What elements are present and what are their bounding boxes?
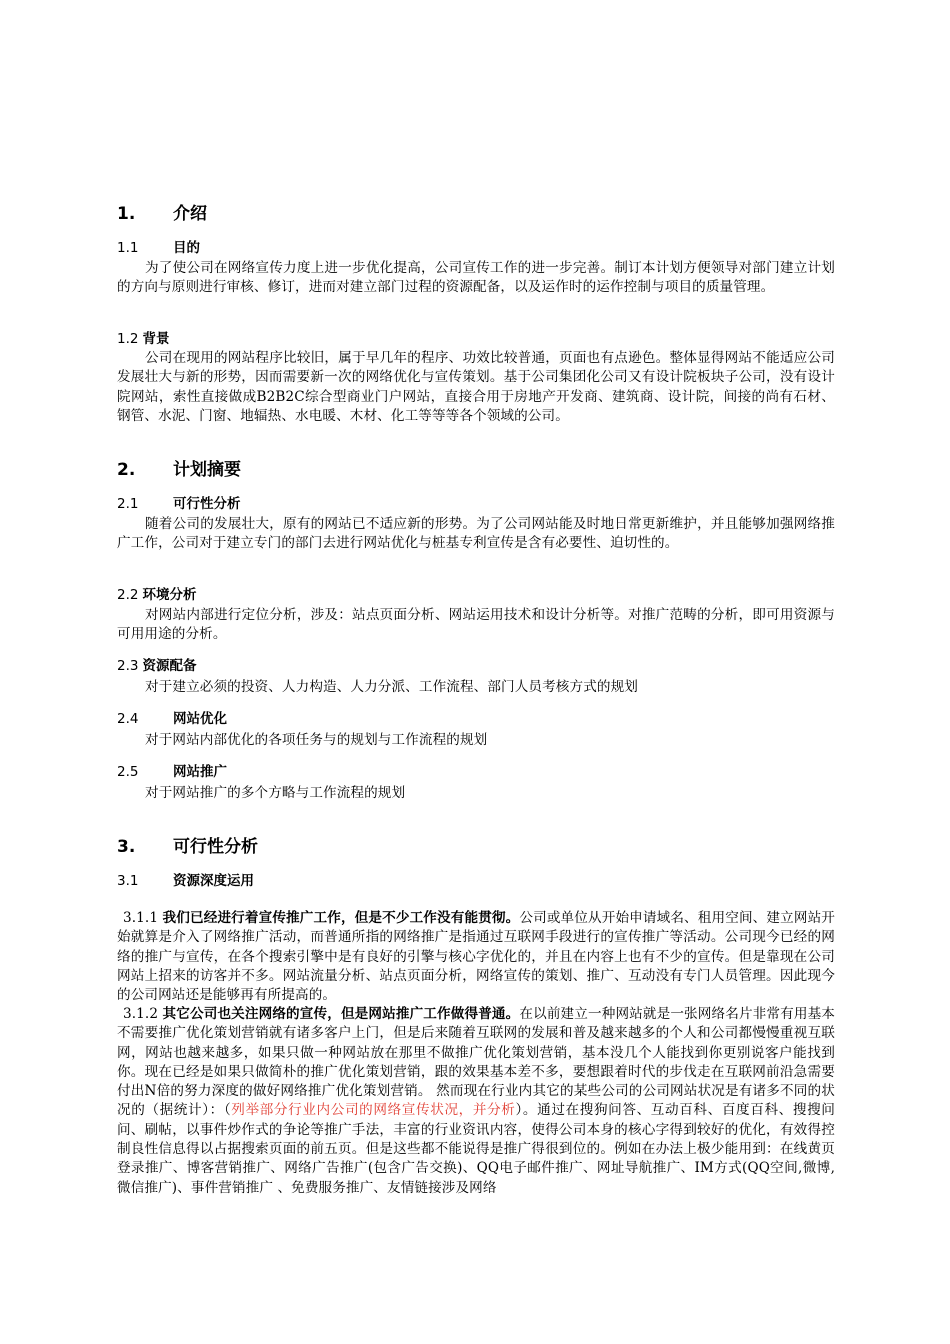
section-title: 网站优化 — [173, 711, 227, 727]
clause-body: 在以前建立一种网站就是一张网络名片非常有用基本不需要推广优化策划营销就有诸多客户上门，但是后来随着互联网的发展和普及越来越多的个人和公司都慢慢重视互联网，网站也越来越多，如果只做一种网站放在那里不做推广优化策划营销，基本没几个人能找到你更别说客户能找到你。现在已经是如果只做简朴的推广优化策划营销，跟的效果基本差不多，要想跟着时代的步伐走在互联网前沿急需要付出N倍的努力深度的做好网络推广优化策划营销。 然而现在行业内其它的某些公司的公司网站状况是有诸多不同的状况的（据统计）：（ — [117, 1006, 835, 1119]
heading-2-1 — [117, 492, 241, 512]
heading-1-2 — [117, 327, 169, 347]
section-title: 可行性分析 — [173, 496, 241, 512]
section-number: 3.1 — [117, 873, 139, 889]
clause-body: 公司或单位从开始申请域名、租用空间、建立网站开始就算是介入了网络推广活动，而普通所指的网络推广是指通过互联网手段进行的宣传推广等活动。公司现今已经的网络的推广与宣传，在各个搜索引擎中是有良好的引擎与核心字优化的，并且在内容上也有不少的宣传。但是靠现在公司网站上招来的访客并不多。网站流量分析、站点页面分析，网络宣传的策划、推广、互动没有专门人员管理。因此现今的公司网站还是能够再有所提高的。 — [117, 910, 835, 1004]
section-number: 2.4 — [117, 711, 139, 727]
paragraph-1-1: 为了使公司在网络宣传力度上进一步优化提高，公司宣传工作的进一步完善。制订本计划方便领导对部门建立计划的方向与原则进行审核、修订，进而对建立部门过程的资源配备，以及运作时的运作控制与项目的质量管理。 — [117, 260, 835, 296]
paragraph-2-4: 对于网站内部优化的各项任务与的规划与工作流程的规划 — [145, 732, 488, 748]
paragraph-2-1: 随着公司的发展壮大，原有的网站已不适应新的形势。为了公司网站能及时地日常更新维护，并且能够加强网络推广工作，公司对于建立专门的部门去进行网站优化与桩基专利宣传是含有必要性、迫切性的。 — [117, 516, 835, 552]
heading-3-1 — [117, 869, 254, 889]
clause-lead-bold: 其它公司也关注网络的宣传，但是网站推广工作做得普通。 — [162, 1006, 520, 1022]
paragraph-2-2: 对网站内部进行定位分析，涉及：站点页面分析、网站运用技术和设计分析等。对推广范畴的分析，即可用资源与可用用途的分析。 — [117, 607, 835, 643]
paragraph-1-2: 公司在现用的网站程序比较旧，属于早几年的程序、功效比较普通，页面也有点逊色。整体显得网站不能适应公司发展壮大与新的形势，因而需要新一次的网络优化与宣传策划。基于公司集团化公司又有设计院板块子公司，没有设计院网站，索性直接做成B2B2C综合型商业门户网站，直接合用于房地产开发商、建筑商、设计院，间接的尚有石材、钢管、水泥、门窗、地辐热、水电暖、木材、化工等等等各个领域的公司。 — [117, 350, 835, 424]
heading-2-3 — [117, 654, 196, 674]
section-number: 1. — [117, 204, 136, 224]
section-title: 目的 — [173, 240, 200, 256]
section-number: 2.3 — [117, 658, 139, 674]
section-number: 1.2 — [117, 331, 139, 347]
highlighted-note: 列举部分行业内公司的网络宣传状况，并分析 — [231, 1102, 516, 1119]
paragraph-2-3: 对于建立必须的投资、人力构造、人力分派、工作流程、部门人员考核方式的规划 — [145, 679, 638, 695]
heading-section-1 — [117, 199, 207, 224]
paragraph-2-5: 对于网站推广的多个方略与工作流程的规划 — [145, 785, 406, 801]
section-title: 环境分析 — [142, 587, 197, 603]
clause-number: 3.1.1 — [123, 910, 159, 926]
section-number: 2. — [117, 460, 136, 480]
heading-2-4 — [117, 707, 227, 727]
section-title: 可行性分析 — [173, 837, 258, 857]
heading-1-1 — [117, 236, 200, 256]
section-number: 2.1 — [117, 496, 139, 512]
heading-2-2 — [117, 583, 196, 603]
section-title: 背景 — [142, 331, 170, 347]
clause-lead-bold: 我们已经进行着宣传推广工作，但是不少工作没有能贯彻。 — [162, 910, 520, 926]
section-title: 计划摘要 — [173, 460, 241, 480]
section-number: 1.1 — [117, 240, 139, 256]
section-title: 资源配备 — [142, 658, 197, 674]
clause-number: 3.1.2 — [123, 1006, 159, 1022]
section-title: 资源深度运用 — [173, 873, 254, 889]
paragraph-3-1-2 — [117, 1005, 835, 1198]
clause-body-continued: ）。通过在搜狗问答、互动百科、百度百科、搜搜问问、刷帖，以事件炒作式的争论等推广手法，丰富的行业资讯内容，使得公司本身的核心字得到较好的优化，有效得控制良性信息得以占据搜索页面的前五页。但是这些都不能说得是推广得很到位的。例如在办法上极少能用到：在线黄页登录推广、博客营销推广、网络广告推广(包含广告交换)、QQ电子邮件推广、网址导航推广、IM方式(QQ空间,微博,微信推广)、事件营销推广 、免费服务推广、友情链接涉及网络 — [117, 1102, 836, 1196]
section-title: 网站推广 — [173, 764, 227, 780]
heading-section-2 — [117, 455, 241, 480]
paragraph-3-1-1 — [117, 909, 835, 1005]
section-number: 2.2 — [117, 587, 139, 603]
heading-2-5 — [117, 760, 227, 780]
section-title: 介绍 — [173, 204, 207, 224]
section-number: 3. — [117, 837, 136, 857]
heading-section-3 — [117, 832, 258, 857]
section-number: 2.5 — [117, 764, 139, 780]
